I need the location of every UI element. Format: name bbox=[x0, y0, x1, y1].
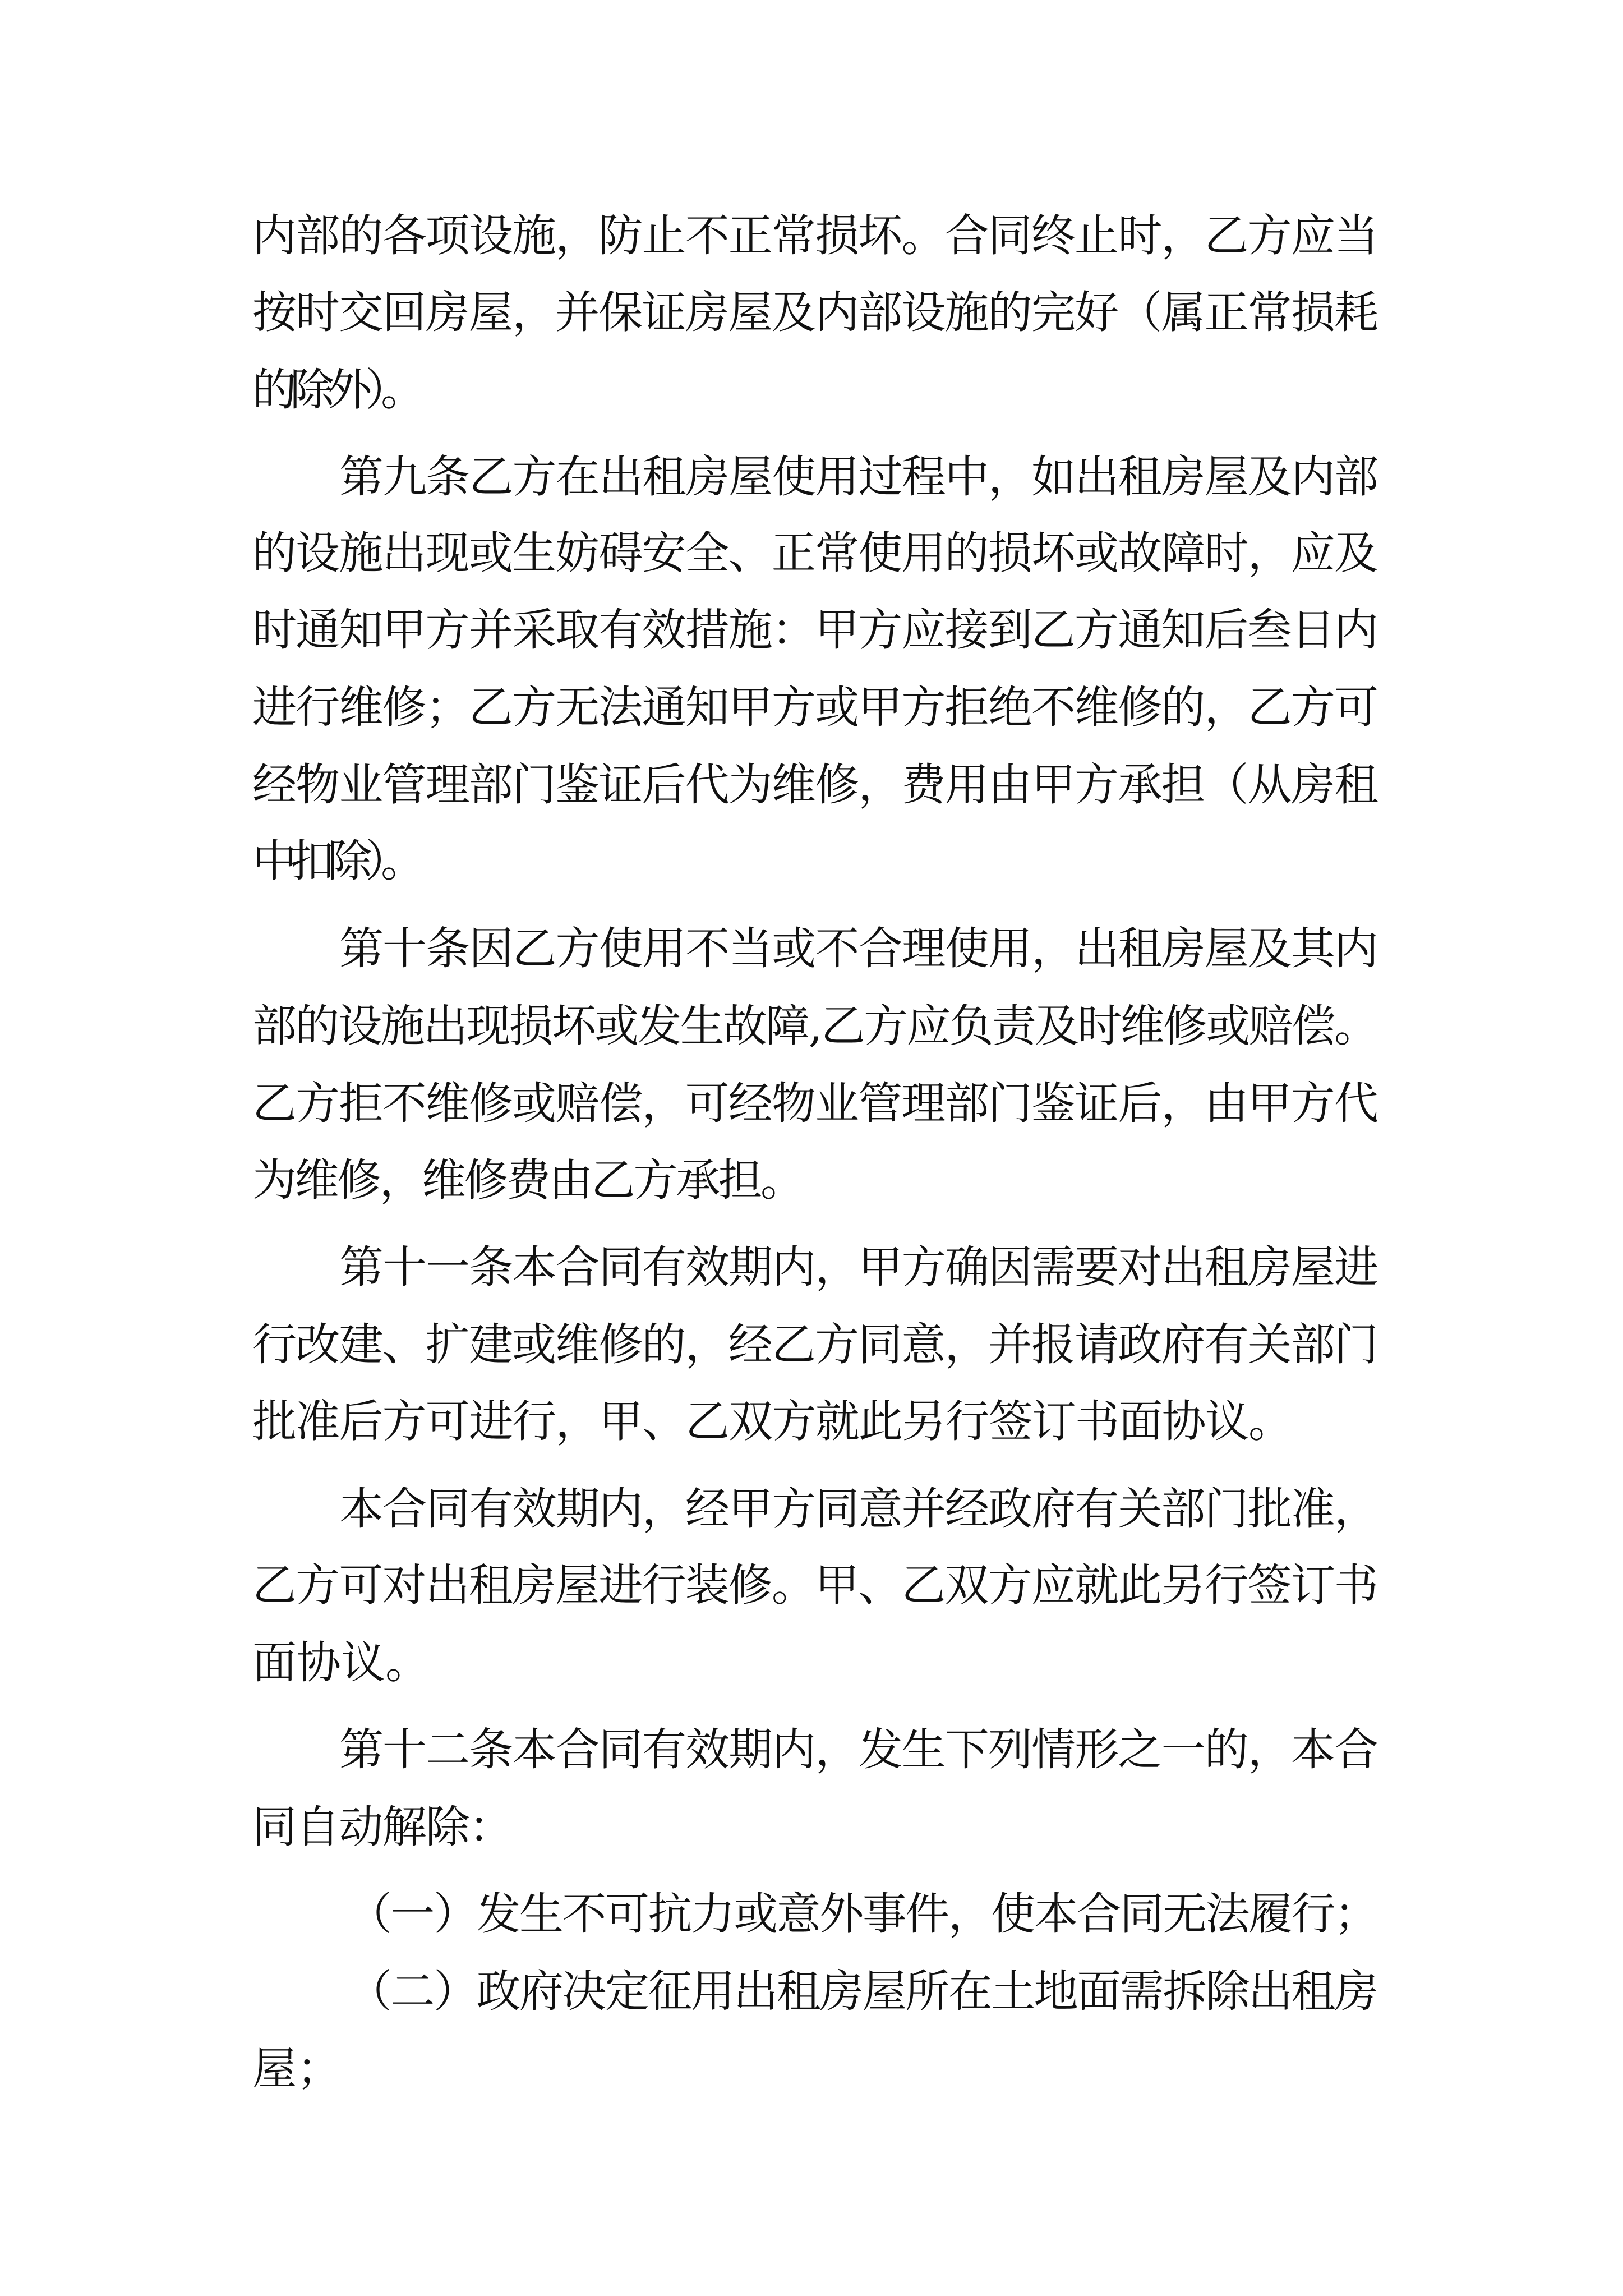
text-line-content: 屋； bbox=[252, 2043, 341, 2095]
text-line-content: 第十二条本合同有效期内，发生下列情形之一的，本合 bbox=[339, 1724, 1378, 1775]
text-line-content: 第十一条本合同有效期内，甲方确因需要对出租房屋进 bbox=[339, 1241, 1378, 1293]
text-line-content: 同自动解除： bbox=[252, 1801, 513, 1853]
text-line-content: 部的设施出现损坏或发生故障,乙方应负责及时维修或赔偿。 bbox=[252, 1000, 1377, 1052]
text-line-content: 第九条乙方在出租房屋使用过程中，如出租房屋及内部 bbox=[339, 451, 1378, 503]
text-line-content: 为维修，维修费由乙方承担。 bbox=[252, 1154, 803, 1206]
text-line bbox=[0, 596, 1623, 664]
text-line-content: 时通知甲方并采取有效措施：甲方应接到乙方通知后叁日内 bbox=[252, 604, 1378, 656]
text-line bbox=[0, 992, 1623, 1060]
text-line bbox=[0, 202, 1623, 269]
text-line bbox=[0, 1475, 1623, 1543]
text-line bbox=[0, 751, 1623, 818]
text-line bbox=[0, 279, 1623, 346]
text-line bbox=[0, 1552, 1623, 1619]
text-line bbox=[0, 1880, 1623, 1948]
text-line bbox=[0, 1793, 1623, 1861]
text-line bbox=[0, 1716, 1623, 1783]
text-line bbox=[0, 674, 1623, 741]
text-line bbox=[0, 915, 1623, 982]
text-line-content: 经物业管理部门鉴证后代为维修，费用由甲方承担（从房租 bbox=[252, 759, 1378, 811]
text-line bbox=[0, 2035, 1623, 2102]
text-line bbox=[0, 1958, 1623, 2025]
text-line bbox=[0, 519, 1623, 587]
text-line-content: （一）发生不可抗力或意外事件，使本合同无法履行； bbox=[348, 1888, 1377, 1940]
text-line bbox=[0, 1147, 1623, 1214]
text-line-content: 中扣除）。 bbox=[252, 835, 419, 887]
text-line-content: 的设施出现或生妨碍安全、正常使用的损坏或故障时，应及 bbox=[252, 527, 1378, 579]
text-line-content: 按时交回房屋，并保证房屋及内部设施的完好（属正常损耗 bbox=[252, 287, 1378, 338]
text-line-content: 本合同有效期内，经甲方同意并经政府有关部门批准， bbox=[339, 1483, 1378, 1535]
text-line bbox=[0, 1311, 1623, 1378]
text-line bbox=[0, 443, 1623, 510]
text-line bbox=[0, 827, 1623, 895]
text-line bbox=[0, 1070, 1623, 1137]
text-line-content: 第十条因乙方使用不当或不合理使用，出租房屋及其内 bbox=[339, 923, 1378, 974]
text-line-content: 乙方拒不维修或赔偿，可经物业管理部门鉴证后，由甲方代 bbox=[252, 1078, 1378, 1129]
text-line-content: 乙方可对出租房屋进行装修。甲、乙双方应就此另行签订书 bbox=[252, 1559, 1378, 1611]
text-line bbox=[0, 1234, 1623, 1301]
text-line-content: 进行维修；乙方无法通知甲方或甲方拒绝不维修的，乙方可 bbox=[252, 682, 1378, 733]
text-line bbox=[0, 356, 1623, 424]
text-line-content: 批准后方可进行，甲、乙双方就此另行签订书面协议。 bbox=[252, 1396, 1292, 1447]
text-line-content: （二）政府决定征用出租房屋所在土地面需拆除出租房 bbox=[348, 1966, 1377, 2017]
text-line-content: 面协议。 bbox=[252, 1637, 430, 1688]
text-line bbox=[0, 1629, 1623, 1696]
text-line-content: 的除外）。 bbox=[252, 364, 419, 416]
text-line-content: 内部的各项设施，防止不正常损坏。合同终止时，乙方应当 bbox=[252, 210, 1378, 261]
text-line-content: 行改建、扩建或维修的，经乙方同意，并报请政府有关部门 bbox=[252, 1319, 1378, 1370]
text-line bbox=[0, 1388, 1623, 1455]
